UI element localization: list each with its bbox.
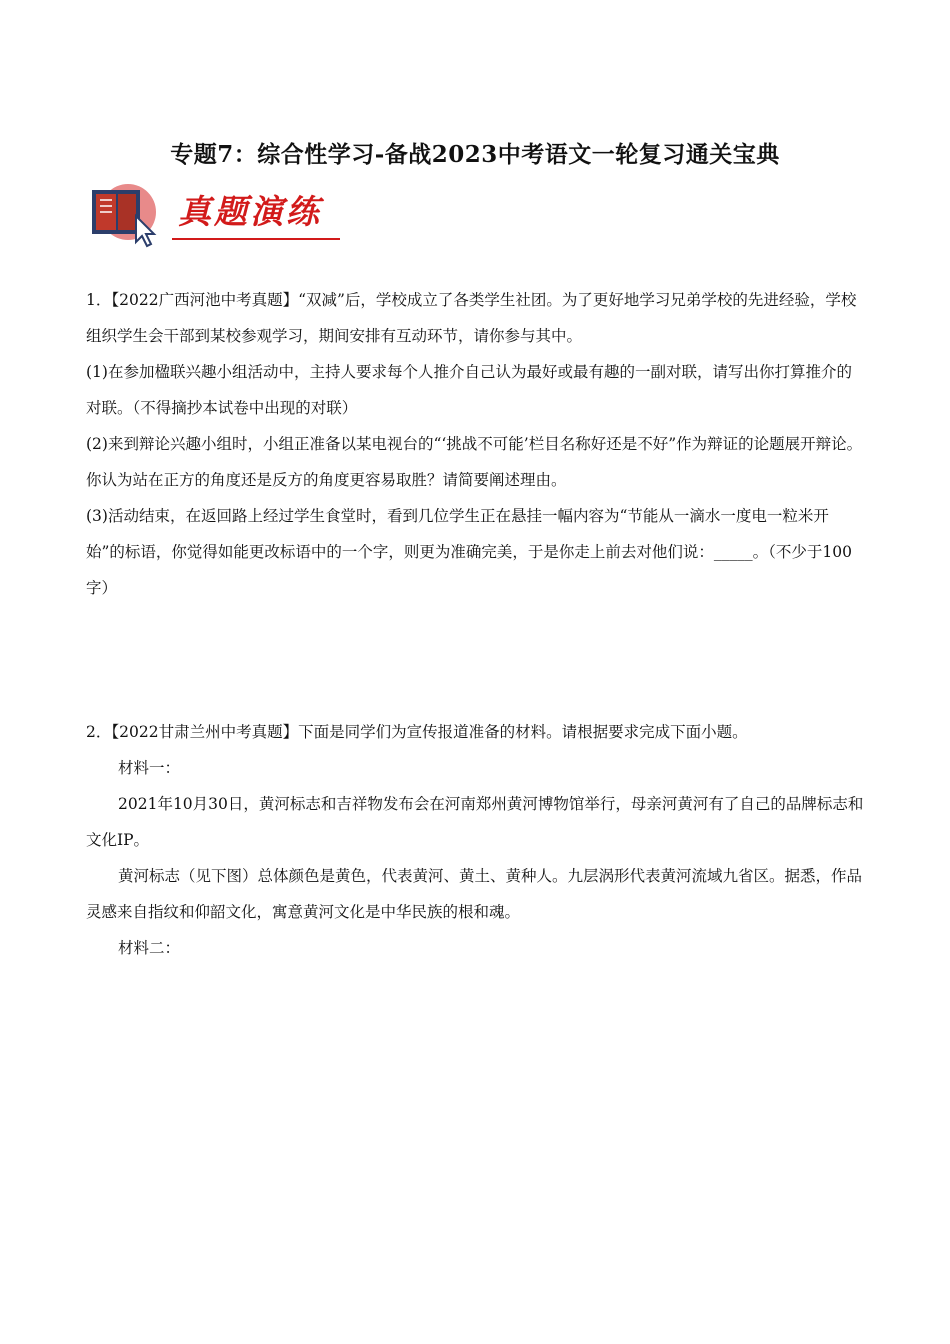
answer-space <box>86 606 866 714</box>
question-1-intro <box>86 282 866 354</box>
question-source: 【2022广西河池中考真题】 <box>111 291 299 309</box>
question-source: 【2022甘肃兰州中考真题】 <box>111 723 299 741</box>
content <box>86 282 866 966</box>
question-number: 1． <box>86 291 112 309</box>
material-1-paragraph: 黄河标志（见下图）总体颜色是黄色，代表黄河、黄土、黄种人。九层涡形代表黄河流域九省区。据悉，作品灵感来自指纹和仰韶文化，寓意黄河文化是中华民族的根和魂。 <box>86 867 863 921</box>
question-1-sub-3: (3)活动结束，在返回路上经过学生食堂时，看到几位学生正在悬挂一幅内容为“节能从一滴水一度电一粒米开始”的标语，你觉得如能更改标语中的一个字，则更为准确完美，于是你走上前去对他们说：_____。（不少于100字） <box>86 507 853 597</box>
banner <box>86 180 346 250</box>
material-1-paragraph: 2021年10月30日，黄河标志和吉祥物发布会在河南郑州黄河博物馆举行，母亲河黄河有了自己的品牌标志和文化IP。 <box>86 795 864 849</box>
banner-underline <box>172 238 340 240</box>
question-1-sub-2: (2)来到辩论兴趣小组时，小组正准备以某电视台的“‘挑战不可能’栏目名称好还是不好”作为辩证的论题展开辩论。你认为站在正方的角度还是反方的角度更容易取胜？请简要阐述理由。 <box>86 435 863 489</box>
page-title: 专题7：综合性学习-备战2023中考语文一轮复习通关宝典 <box>170 141 780 168</box>
question-text: “双减”后，学校成立了各类学生社团。为了更好地学习兄弟学校的先进经验，学校组织学生会干部到某校参观学习，期间安排有互动环节，请你参与其中。 <box>86 291 857 345</box>
question-2-intro <box>86 714 866 750</box>
question-text: 下面是同学们为宣传报道准备的材料。请根据要求完成下面小题。 <box>298 723 748 741</box>
book-cursor-icon <box>86 180 166 250</box>
material-2-label: 材料二： <box>118 939 181 957</box>
question-number: 2． <box>86 723 112 741</box>
material-1-label: 材料一： <box>118 759 181 777</box>
banner-label: 真题演练 <box>178 192 322 231</box>
question-1-sub-1: (1)在参加楹联兴趣小组活动中，主持人要求每个人推介自己认为最好或最有趣的一副对联，请写出你打算推介的对联。（不得摘抄本试卷中出现的对联） <box>86 363 852 417</box>
